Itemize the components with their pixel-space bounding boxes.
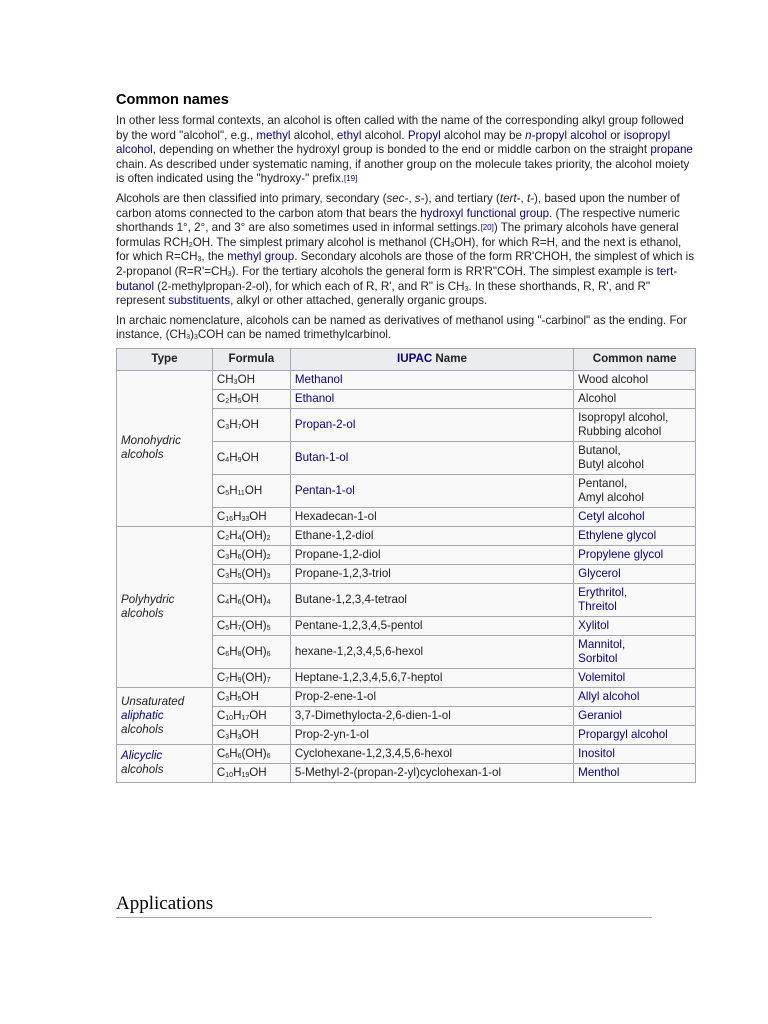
text: COH can be named trimethylcarbinol. bbox=[197, 328, 392, 342]
link-alicyclic[interactable]: Alicyclic bbox=[121, 749, 163, 763]
formula-part: H bbox=[229, 547, 238, 561]
formula-cell bbox=[212, 545, 290, 564]
common-name-cell bbox=[574, 687, 696, 706]
iupac-name: Prop-2-yn-1-ol bbox=[294, 727, 369, 741]
link-propane[interactable]: propane bbox=[650, 143, 693, 157]
table-row bbox=[117, 687, 696, 706]
subscript: 33 bbox=[241, 515, 250, 523]
text: . Secondary alcohols are those of the form RR'CHOH, the simplest of which is 2-propanol (R=R'=CH bbox=[116, 250, 695, 278]
iupac-cell bbox=[290, 526, 573, 545]
formula-cell bbox=[212, 706, 290, 725]
formula-part: OH bbox=[249, 708, 267, 722]
iupac-cell bbox=[290, 441, 573, 474]
iupac-name: Propane-1,2,3-triol bbox=[294, 566, 391, 580]
type-label: alcohols bbox=[121, 763, 164, 777]
subscript: 9 bbox=[237, 456, 242, 464]
formula-cell bbox=[212, 635, 290, 668]
formula-part: (OH) bbox=[241, 566, 267, 580]
link-common-name[interactable]: Cetyl alcohol bbox=[578, 509, 645, 523]
common-name-cell bbox=[574, 763, 696, 782]
paragraph-archaic-nomenclature bbox=[116, 314, 696, 343]
formula-part: C bbox=[216, 746, 226, 760]
formula-part: H bbox=[233, 509, 242, 523]
text: sec- bbox=[386, 191, 409, 205]
link-common-name[interactable]: Menthol bbox=[578, 765, 620, 779]
formula-part: C bbox=[216, 708, 226, 722]
link-common-name[interactable]: Threitol bbox=[578, 599, 617, 613]
subscript: 11 bbox=[237, 489, 245, 497]
common-name-cell bbox=[574, 408, 696, 441]
common-name-cell bbox=[574, 616, 696, 635]
text: ) bbox=[190, 328, 195, 342]
link-hydroxyl-functional-group[interactable]: hydroxyl functional group bbox=[420, 206, 550, 220]
formula-part: C bbox=[216, 566, 226, 580]
formula-part: H bbox=[229, 727, 238, 741]
subscript: 5 bbox=[237, 695, 242, 703]
formula-part: CH bbox=[216, 372, 234, 386]
formula-part: C bbox=[216, 417, 226, 431]
text: alcohol, bbox=[290, 128, 337, 142]
text: Alcohols are then classified into primary, secondary ( bbox=[116, 191, 387, 205]
subscript: 3 bbox=[227, 270, 232, 278]
subscript: 3 bbox=[225, 733, 230, 741]
common-name: Butyl alcohol bbox=[578, 457, 644, 471]
formula-part: C bbox=[216, 509, 226, 523]
formula-part: H bbox=[233, 765, 242, 779]
link-common-name[interactable]: Ethylene glycol bbox=[578, 528, 657, 542]
iupac-cell bbox=[290, 668, 573, 687]
header-iupac-name bbox=[290, 348, 573, 370]
link-aliphatic[interactable]: aliphatic bbox=[121, 708, 164, 722]
subscript: 2 bbox=[188, 241, 193, 249]
text: ), based upon the number of carbon atoms connected to the carbon atom that bears the bbox=[116, 191, 680, 220]
common-name-cell bbox=[574, 583, 696, 616]
formula-part: H bbox=[229, 618, 238, 632]
type-label: Polyhydric alcohols bbox=[121, 592, 175, 620]
citation-20[interactable]: [20] bbox=[480, 223, 494, 233]
subscript: 16 bbox=[225, 515, 234, 523]
formula-cell bbox=[212, 744, 290, 763]
subscript: 6 bbox=[266, 650, 271, 658]
subscript: 7 bbox=[266, 676, 271, 684]
text: ), and tertiary ( bbox=[424, 191, 500, 205]
common-name-cell bbox=[574, 389, 696, 408]
iupac-name: Butane-1,2,3,4-tetraol bbox=[294, 592, 407, 606]
link-ethyl[interactable]: ethyl bbox=[336, 128, 362, 142]
link-methyl[interactable]: methyl bbox=[256, 128, 291, 142]
formula-cell bbox=[212, 507, 290, 526]
text: ) The primary alcohols have general formulas RCH bbox=[116, 221, 679, 249]
table-header-row bbox=[117, 348, 696, 370]
iupac-name: Cyclohexane-1,2,3,4,5,6-hexol bbox=[294, 746, 453, 760]
text: (2-methylpropan-2-ol), for which each of R, R', and R" is CH bbox=[154, 279, 465, 293]
alcohols-table bbox=[116, 348, 696, 783]
subscript: 4 bbox=[225, 456, 230, 464]
iupac-cell bbox=[290, 706, 573, 725]
iupac-name: 5-Methyl-2-(propan-2-yl)cyclohexan-1-ol bbox=[294, 765, 502, 779]
subscript: 6 bbox=[237, 752, 242, 760]
common-name-cell bbox=[574, 725, 696, 744]
link-iupac-name[interactable]: Methanol bbox=[294, 372, 343, 386]
common-name: Pentanol, bbox=[578, 476, 628, 490]
paragraph-classification bbox=[116, 192, 696, 309]
common-name-cell bbox=[574, 706, 696, 725]
formula-part: C bbox=[216, 592, 226, 606]
formula-part: H bbox=[229, 391, 238, 405]
section-heading-common-names: Common names bbox=[116, 92, 229, 108]
common-name-cell bbox=[574, 635, 696, 668]
formula-part: H bbox=[229, 689, 238, 703]
text: tert- bbox=[499, 191, 521, 205]
formula-part: H bbox=[229, 670, 238, 684]
formula-part: H bbox=[229, 528, 238, 542]
formula-part: (OH) bbox=[241, 746, 267, 760]
paragraph-common-names bbox=[116, 114, 696, 187]
common-name-cell bbox=[574, 564, 696, 583]
subscript: 5 bbox=[237, 572, 242, 580]
iupac-cell bbox=[290, 635, 573, 668]
formula-part: OH bbox=[241, 727, 259, 741]
iupac-name: Pentane-1,2,3,4,5-pentol bbox=[294, 618, 423, 632]
iupac-cell bbox=[290, 389, 573, 408]
iupac-cell bbox=[290, 545, 573, 564]
type-cell-unsat bbox=[117, 687, 213, 744]
subscript: 3 bbox=[266, 572, 271, 580]
iupac-name: Ethane-1,2-diol bbox=[294, 528, 374, 542]
type-label: Unsaturated bbox=[121, 694, 185, 708]
subscript: 3 bbox=[464, 285, 469, 293]
link-common-name[interactable]: Sorbitol bbox=[578, 651, 618, 665]
subscript: 19 bbox=[241, 771, 250, 779]
text: In other less formal contexts, an alcohol is often called with the name of the corresponding alkyl group followed by the word "alcohol", e.g., bbox=[116, 114, 684, 142]
formula-part: H bbox=[229, 644, 238, 658]
formula-part: OH bbox=[244, 483, 263, 497]
common-name: Alcohol bbox=[578, 391, 617, 405]
iupac-name: Heptane-1,2,3,4,5,6,7-heptol bbox=[294, 670, 443, 684]
formula-part: C bbox=[216, 670, 226, 684]
header-type: Type bbox=[117, 348, 213, 370]
link-common-name[interactable]: Allyl alcohol bbox=[578, 689, 640, 703]
text: , bbox=[520, 191, 527, 205]
subscript: 5 bbox=[266, 624, 271, 632]
link-tert-butanol[interactable]: tert-butanol bbox=[116, 264, 678, 293]
link-common-name[interactable]: Volemitol bbox=[578, 670, 626, 684]
iupac-cell bbox=[290, 583, 573, 616]
text: chain. As described under systematic naming, if another group on the molecule takes priority, the alcohol moiety is often indicated using the "hydroxy-" prefix. bbox=[116, 157, 690, 186]
table-row bbox=[117, 744, 696, 763]
text: , the bbox=[201, 250, 228, 264]
subscript: 3 bbox=[225, 553, 230, 561]
common-name-cell bbox=[574, 474, 696, 507]
subscript: 2 bbox=[266, 553, 271, 561]
iupac-cell bbox=[290, 725, 573, 744]
text: or bbox=[607, 128, 624, 142]
formula-part: OH bbox=[249, 509, 267, 523]
formula-part: OH bbox=[241, 689, 259, 703]
section-heading-applications: Applications bbox=[116, 893, 652, 918]
type-cell-mono bbox=[117, 370, 213, 526]
formula-cell bbox=[212, 583, 290, 616]
formula-cell bbox=[212, 687, 290, 706]
iupac-cell bbox=[290, 763, 573, 782]
link-common-name[interactable]: Propargyl alcohol bbox=[578, 727, 668, 741]
link-isopropyl-alcohol[interactable]: isopropyl alcohol bbox=[116, 128, 671, 157]
common-name: Butanol, bbox=[578, 443, 621, 457]
subscript: 3 bbox=[450, 241, 455, 249]
formula-part: C bbox=[216, 618, 226, 632]
formula-part: C bbox=[216, 450, 226, 464]
link-substituents[interactable]: substituents bbox=[168, 294, 231, 308]
formula-part: (OH) bbox=[241, 528, 267, 542]
formula-part: (OH) bbox=[241, 592, 267, 606]
formula-part: (OH) bbox=[241, 670, 267, 684]
formula-part: C bbox=[216, 391, 226, 405]
formula-cell bbox=[212, 668, 290, 687]
subscript: 7 bbox=[225, 676, 230, 684]
subscript: 3 bbox=[237, 733, 242, 741]
subscript: 3 bbox=[225, 423, 230, 431]
header-formula: Formula bbox=[212, 348, 290, 370]
formula-part: H bbox=[233, 708, 242, 722]
subscript: 9 bbox=[237, 676, 242, 684]
link-common-name[interactable]: Erythritol, bbox=[578, 585, 628, 599]
text: -propyl alcohol bbox=[531, 128, 607, 142]
subscript: 5 bbox=[237, 397, 242, 405]
subscript: 7 bbox=[237, 423, 242, 431]
subscript: 6 bbox=[266, 752, 271, 760]
formula-cell bbox=[212, 370, 290, 389]
formula-part: C bbox=[216, 528, 226, 542]
subscript: 6 bbox=[225, 650, 230, 658]
text: OH), for which R=H, and the next is ethanol, for which R=CH bbox=[116, 235, 682, 264]
iupac-name: Prop-2-ene-1-ol bbox=[294, 689, 377, 703]
subscript: 10 bbox=[225, 771, 234, 779]
formula-cell bbox=[212, 474, 290, 507]
text: . In these shorthands, R, R', and R" represent bbox=[116, 279, 651, 308]
iupac-cell bbox=[290, 474, 573, 507]
subscript: 3 bbox=[197, 256, 202, 264]
common-name-cell bbox=[574, 507, 696, 526]
link-iupac-name[interactable]: Butan-1-ol bbox=[294, 450, 349, 464]
link-common-name[interactable]: Mannitol, bbox=[578, 637, 626, 651]
formula-part: H bbox=[229, 592, 238, 606]
formula-part: H bbox=[229, 417, 238, 431]
common-name: Rubbing alcohol bbox=[578, 424, 662, 438]
iupac-cell bbox=[290, 564, 573, 583]
iupac-cell bbox=[290, 507, 573, 526]
subscript: 5 bbox=[225, 624, 230, 632]
iupac-cell bbox=[290, 370, 573, 389]
type-label: Monohydric alcohols bbox=[121, 434, 181, 462]
common-name-cell bbox=[574, 526, 696, 545]
type-label: alcohols bbox=[121, 722, 164, 736]
subscript: 3 bbox=[233, 378, 238, 386]
iupac-cell bbox=[290, 687, 573, 706]
subscript: 3 bbox=[194, 334, 198, 342]
text: Name bbox=[432, 352, 468, 366]
formula-part: C bbox=[216, 483, 226, 497]
iupac-name: hexane-1,2,3,4,5,6-hexol bbox=[294, 644, 424, 658]
formula-part: C bbox=[216, 547, 226, 561]
link-n-propyl-alcohol[interactable] bbox=[525, 129, 607, 142]
formula-part: OH bbox=[241, 450, 259, 464]
text: s- bbox=[414, 191, 425, 205]
link-common-name[interactable]: Inositol bbox=[578, 746, 615, 760]
subscript: 5 bbox=[225, 489, 230, 497]
iupac-cell bbox=[290, 408, 573, 441]
text: n bbox=[525, 128, 532, 142]
article-content bbox=[116, 92, 696, 783]
text: , alkyl or other attached, generally organic groups. bbox=[230, 294, 488, 308]
common-name-cell bbox=[574, 370, 696, 389]
iupac-name: Hexadecan-1-ol bbox=[294, 509, 377, 523]
subscript: 6 bbox=[237, 553, 242, 561]
formula-cell bbox=[212, 389, 290, 408]
header-common-name: Common name bbox=[574, 348, 696, 370]
formula-part: C bbox=[216, 689, 226, 703]
formula-part: H bbox=[229, 566, 238, 580]
subscript: 17 bbox=[241, 714, 250, 722]
link-iupac-name[interactable]: Pentan-1-ol bbox=[294, 483, 355, 497]
subscript: 4 bbox=[237, 534, 242, 542]
formula-cell bbox=[212, 408, 290, 441]
common-name-cell bbox=[574, 441, 696, 474]
common-name-cell bbox=[574, 668, 696, 687]
formula-part: H bbox=[229, 450, 238, 464]
text: ). For the tertiary alcohols the general form is RR'R"COH. The simplest example is bbox=[231, 264, 657, 278]
formula-part: OH bbox=[237, 372, 255, 386]
subscript: 6 bbox=[225, 752, 230, 760]
formula-part: H bbox=[229, 746, 238, 760]
iupac-cell bbox=[290, 616, 573, 635]
link-propyl[interactable]: Propyl bbox=[407, 128, 441, 142]
common-name: Amyl alcohol bbox=[578, 490, 644, 504]
iupac-name: 3,7-Dimethylocta-2,6-dien-1-ol bbox=[294, 708, 451, 722]
subscript: 3 bbox=[225, 572, 230, 580]
text: t- bbox=[526, 191, 535, 205]
link-iupac-name[interactable]: Propan-2-ol bbox=[294, 417, 356, 431]
formula-part: C bbox=[216, 727, 226, 741]
link-common-name[interactable]: Propylene glycol bbox=[578, 547, 664, 561]
type-cell-poly bbox=[117, 526, 213, 687]
formula-cell bbox=[212, 763, 290, 782]
formula-part: (OH) bbox=[241, 644, 267, 658]
text: OH. The simplest primary alcohol is methanol (CH bbox=[192, 235, 451, 249]
text: , bbox=[408, 191, 415, 205]
formula-part: (OH) bbox=[241, 547, 267, 561]
table-row bbox=[117, 370, 696, 389]
formula-part: C bbox=[216, 765, 226, 779]
subscript: 4 bbox=[225, 598, 230, 606]
citation-19[interactable]: [19] bbox=[344, 174, 358, 184]
text: . (The respective numeric shorthands 1°, 2°, and 3° are also sometimes used in informal settings. bbox=[116, 206, 680, 235]
subscript: 8 bbox=[237, 650, 242, 658]
formula-part: C bbox=[216, 644, 226, 658]
link-common-name[interactable]: Glycerol bbox=[578, 566, 621, 580]
formula-part: OH bbox=[241, 391, 259, 405]
table-row bbox=[117, 526, 696, 545]
common-name-cell bbox=[574, 744, 696, 763]
subscript: 2 bbox=[225, 397, 230, 405]
formula-part: OH bbox=[249, 765, 267, 779]
formula-part: OH bbox=[241, 417, 259, 431]
text: alcohol. bbox=[361, 128, 408, 142]
table-body bbox=[117, 370, 696, 782]
iupac-cell bbox=[290, 744, 573, 763]
subscript: 3 bbox=[225, 695, 230, 703]
common-name: Wood alcohol bbox=[578, 372, 649, 386]
formula-cell bbox=[212, 616, 290, 635]
formula-cell bbox=[212, 526, 290, 545]
link-iupac[interactable]: IUPAC bbox=[396, 352, 433, 366]
subscript: 7 bbox=[237, 624, 242, 632]
subscript: 3 bbox=[186, 334, 191, 342]
link-common-name[interactable]: Xylitol bbox=[578, 618, 610, 632]
link-iupac-name[interactable]: Ethanol bbox=[294, 391, 335, 405]
text: , depending on whether the hydroxyl group is bonded to the end or middle carbon on the straight bbox=[152, 143, 651, 157]
subscript: 4 bbox=[266, 598, 271, 606]
common-name-cell bbox=[574, 545, 696, 564]
common-name: Isopropyl alcohol, bbox=[578, 410, 669, 424]
subscript: 10 bbox=[225, 714, 234, 722]
formula-cell bbox=[212, 725, 290, 744]
text: alcohol may be bbox=[440, 128, 526, 142]
formula-part: (OH) bbox=[241, 618, 267, 632]
subscript: 6 bbox=[237, 598, 242, 606]
link-methyl-group[interactable]: methyl group bbox=[227, 250, 295, 264]
iupac-name: Propane-1,2-diol bbox=[294, 547, 381, 561]
formula-cell bbox=[212, 564, 290, 583]
text: In archaic nomenclature, alcohols can be named as derivatives of methanol using "-carbinol" as the ending. For instance, (CH bbox=[116, 313, 687, 342]
formula-part: H bbox=[229, 483, 238, 497]
formula-cell bbox=[212, 441, 290, 474]
type-cell-alicyclic bbox=[117, 744, 213, 782]
subscript: 2 bbox=[225, 534, 230, 542]
subscript: 2 bbox=[266, 534, 271, 542]
link-common-name[interactable]: Geraniol bbox=[578, 708, 622, 722]
